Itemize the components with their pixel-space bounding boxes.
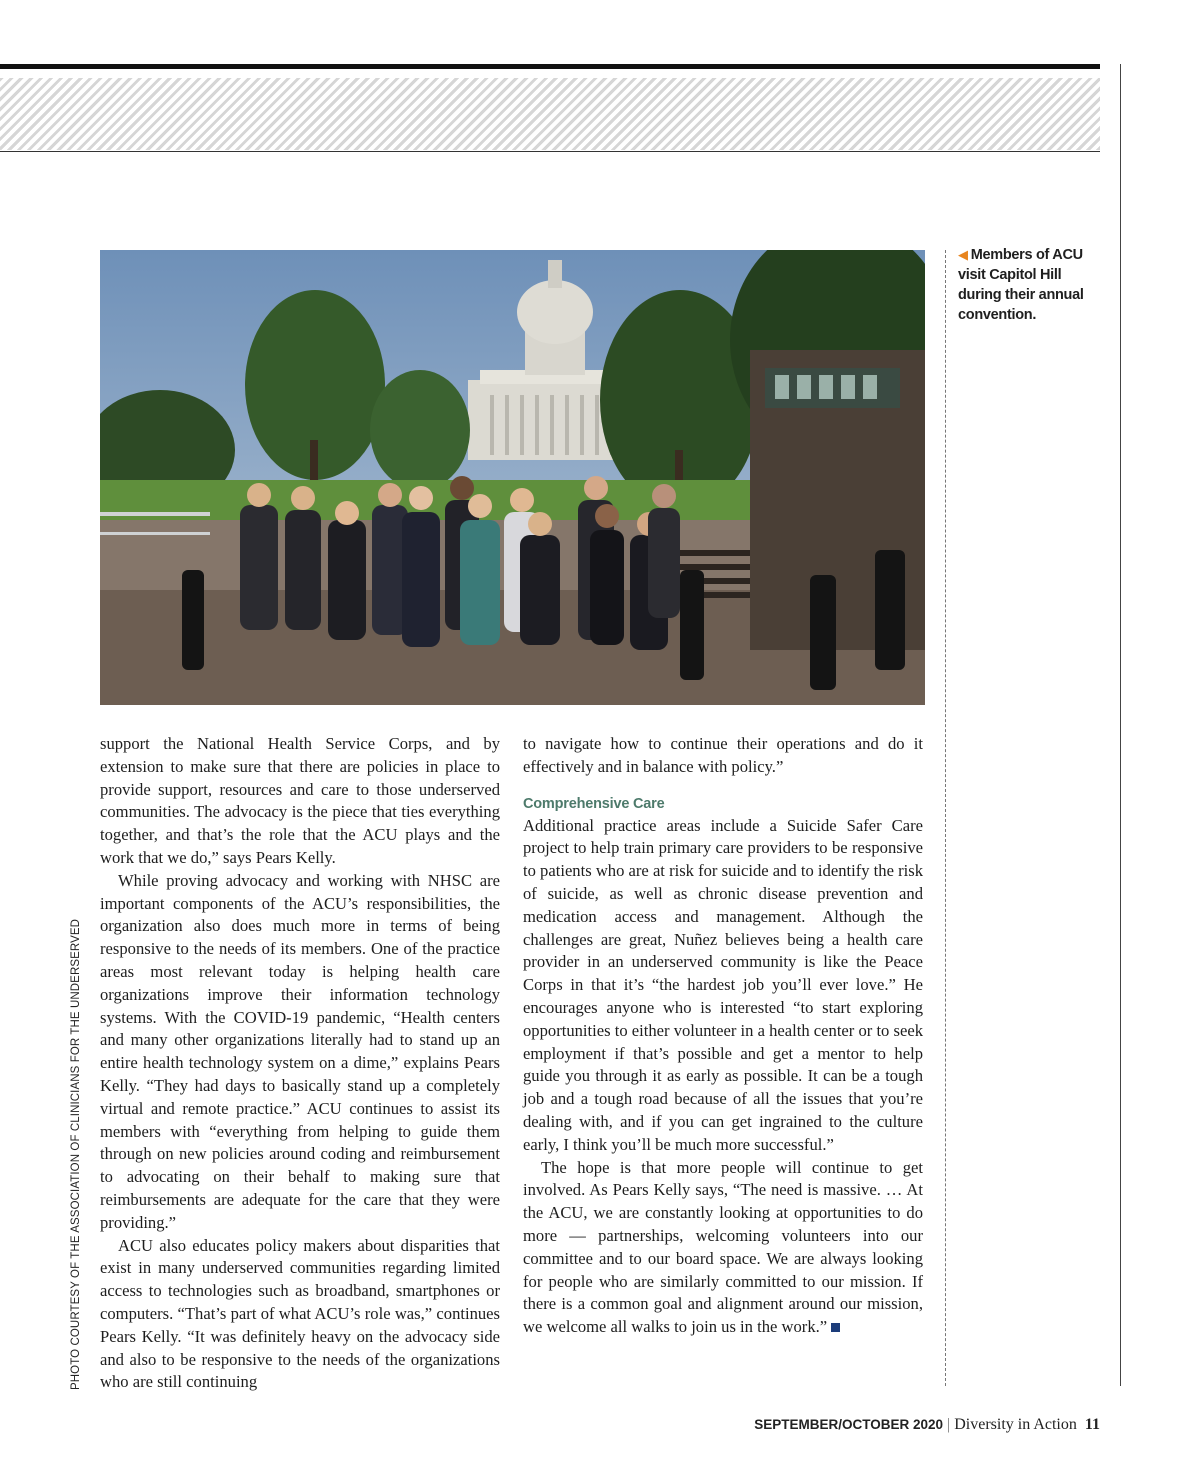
footer-publication: Diversity in Action [954, 1416, 1077, 1433]
right-paragraph-2: Additional practice areas include a Suicide Safer Care project to help train primary care providers to be responsive to patients who are at risk for suicide and to identify the risk of suicide, as well as chronic disease prevention and medication access and management. Although the challenges are great, Nuñez believes being a health care provider in an underserved community is like the Peace Corps in that it’s “the hardest job you’ll ever love.” He encourages anyone who is interested “to start exploring opportunities to either volunteer in a health center or to seek employment if that’s possible and get a mentor to help guide you through it as early as possible. It can be a tough job and a tough road because of all the issues that you’re dealing with, and if you can get ingrained to the culture early, I think you’ll be much more successful.” [523, 815, 923, 1154]
header-band-rule [0, 151, 1100, 152]
left-column [100, 733, 500, 1394]
footer-separator: | [947, 1416, 951, 1433]
right-paragraph-1: to navigate how to continue their operations and do it effectively and in balance with policy.” [523, 734, 923, 776]
caption-arrow-icon: ◀ [958, 247, 968, 262]
end-mark-icon [831, 1323, 840, 1332]
top-rule [0, 64, 1100, 69]
right-paragraph-3-text: The hope is that more people will continue to get involved. As Pears Kelly says, “The need is massive. … At the ACU, we are constantly looking at opportunities to do more — partnerships, welcoming volunteers into our committee and to our board space. We are always looking for people who are similarly committed to our mission. If there is a common goal and alignment around our mission, we welcome all walks to join us in the work.” [523, 1157, 923, 1337]
left-paragraph-1: support the National Health Service Corps, and by extension to make sure that there are policies in place to provide support, resources and care to those underserved communities. The advocacy is the piece that ties everything together, and that’s the role that the ACU plays and the work that we do,” says Pears Kelly. [100, 734, 500, 867]
photo-credit: PHOTO COURTESY OF THE ASSOCIATION OF CLINICIANS FOR THE UNDERSERVED [70, 918, 82, 1390]
page-edge-rule [1120, 64, 1121, 1386]
left-paragraph-3: ACU also educates policy makers about disparities that exist in many underserved communities regarding limited access to technologies such as broadband, smartphones or computers. “That’s part of what ACU’s role was,” continues Pears Kelly. “It was definitely heavy on the advocacy side and also to be responsive to the needs of the organizations who are still continuing [100, 1235, 500, 1392]
right-column [523, 733, 923, 1339]
photo-caption [958, 245, 1098, 325]
page-footer [754, 1416, 1100, 1434]
footer-issue-date: SEPTEMBER/OCTOBER 2020 [754, 1417, 944, 1432]
sidebar-dotted-rule [945, 250, 946, 1386]
left-paragraph-2: While proving advocacy and working with NHSC are important components of the ACU’s responsibilities, the organization also does much more in terms of being responsive to the needs of its members. One of the practice areas most relevant today is helping health care organizations improve their information technology systems. With the COVID-19 pandemic, “Health centers and many other organizations literally had to stand up an entire health technology system on a dime,” explains Pears Kelly. “They had days to basically stand up a completely virtual and remote practice.” ACU continues to assist its members with “everything from helping to guide them through on new policies around coding and reimbursement to advocating on their behalf to making sure that reimbursements are adequate for the care that they were providing.” [100, 870, 500, 1232]
section-subhead: Comprehensive Care [523, 795, 665, 812]
right-paragraph-3 [523, 1157, 923, 1339]
caption-text: Members of ACU visit Capitol Hill during their annual convention. [958, 247, 1084, 323]
page-number: 11 [1084, 1416, 1100, 1433]
header-hatch-band [0, 78, 1100, 150]
capitol-hill-group-photo [100, 250, 925, 705]
